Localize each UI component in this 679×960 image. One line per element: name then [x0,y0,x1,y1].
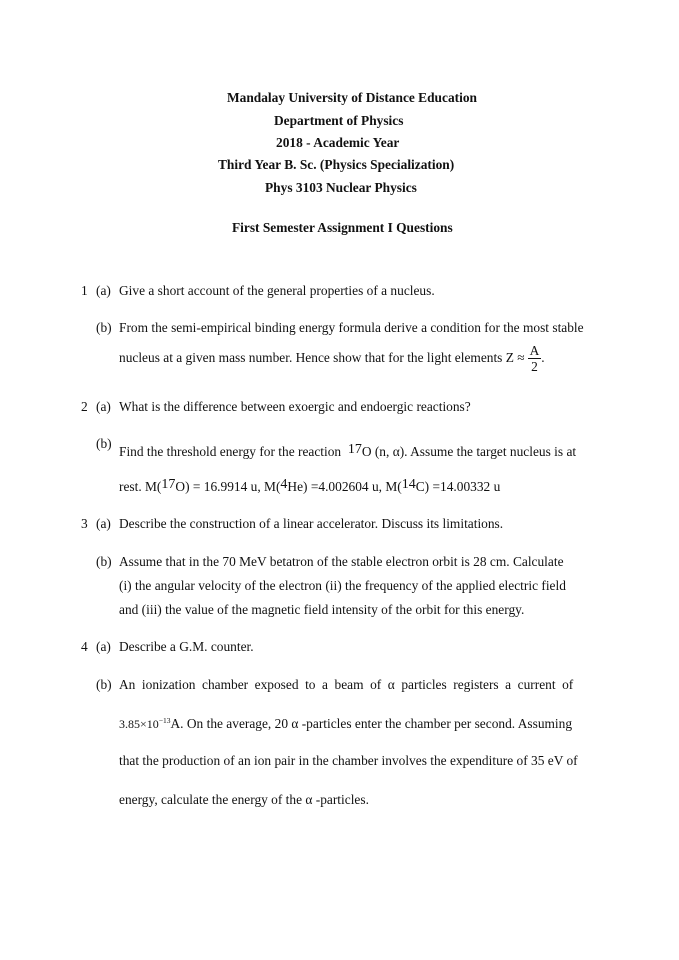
course-level-text: Third Year B. Sc. (Physics Specialization) [218,157,455,172]
question-text: He) =4.002604 u, M( [287,479,402,494]
question-text: rest. M( [119,479,162,494]
part-label: (a) [96,516,111,531]
question-text: O) = 16.9914 u, M( [175,479,281,494]
mass-number: 17 [347,442,362,457]
part-label: (b) [96,677,112,692]
course-title-text: Phys 3103 Nuclear Physics [265,180,417,195]
question-text-line [119,716,572,732]
question-text: A. On the average, 20 α -particles enter the chamber per second. Assuming [170,716,573,731]
part-label: (a) [96,399,111,414]
question-text: nucleus at a given mass number. Hence show that for the light elements Z ≈ [119,349,525,365]
part-label: (a) [96,283,111,298]
mass-number: 14 [401,477,416,492]
question-text: Describe the construction of a linear accelerator. Discuss its limitations. [119,516,504,531]
question-text: Give a short account of the general properties of a nucleus. [119,283,435,298]
question-number: 2 [81,399,88,414]
mass-number: 17 [161,477,176,492]
current-exponent: −13 [158,716,171,725]
mass-number: 4 [280,477,288,492]
question-text: Assume that in the 70 MeV betatron of the stable electron orbit is 28 cm. Calculate [119,554,564,569]
question-text-line [119,444,576,461]
part-label: (b) [96,554,112,569]
question-text: O (n, α). Assume the target nucleus is at [361,444,577,459]
question-text: From the semi-empirical binding energy formula derive a condition for the most stable [119,320,584,335]
question-text: that the production of an ion pair in the chamber involves the expenditure of 35 eV of [119,753,578,768]
university-name-text: Mandalay University of Distance Education [227,90,477,105]
department-name-text: Department of Physics [274,113,404,128]
question-number: 3 [81,516,88,531]
question-text: An ionization chamber exposed to a beam of α particles registers a current of [119,677,574,692]
part-label: (a) [96,639,111,654]
part-label: (b) [96,436,112,451]
question-text: C) =14.00332 u [415,479,501,494]
question-text: What is the difference between exoergic and endoergic reactions? [119,399,471,414]
question-text: Find the threshold energy for the reaction [119,444,342,459]
question-text: (i) the angular velocity of the electron (ii) the frequency of the applied electric field [119,578,566,593]
question-text: energy, calculate the energy of the α -particles. [119,792,369,807]
question-text: and (iii) the value of the magnetic field intensity of the orbit for this energy. [119,602,525,617]
current-value: 3.85×10 [119,717,159,731]
fraction-numerator: A [529,343,540,358]
question-text-end: . [541,349,545,365]
part-label: (b) [96,320,112,335]
fraction-a-over-2 [528,343,545,375]
question-text-line [119,344,545,374]
question-text: Describe a G.M. counter. [119,639,254,654]
question-number: 4 [81,639,88,654]
academic-year-text: 2018 - Academic Year [276,135,400,150]
fraction-denominator: 2 [531,359,538,375]
assignment-title-text: First Semester Assignment I Questions [232,220,453,235]
question-text-line [119,479,500,496]
question-number: 1 [81,283,88,298]
